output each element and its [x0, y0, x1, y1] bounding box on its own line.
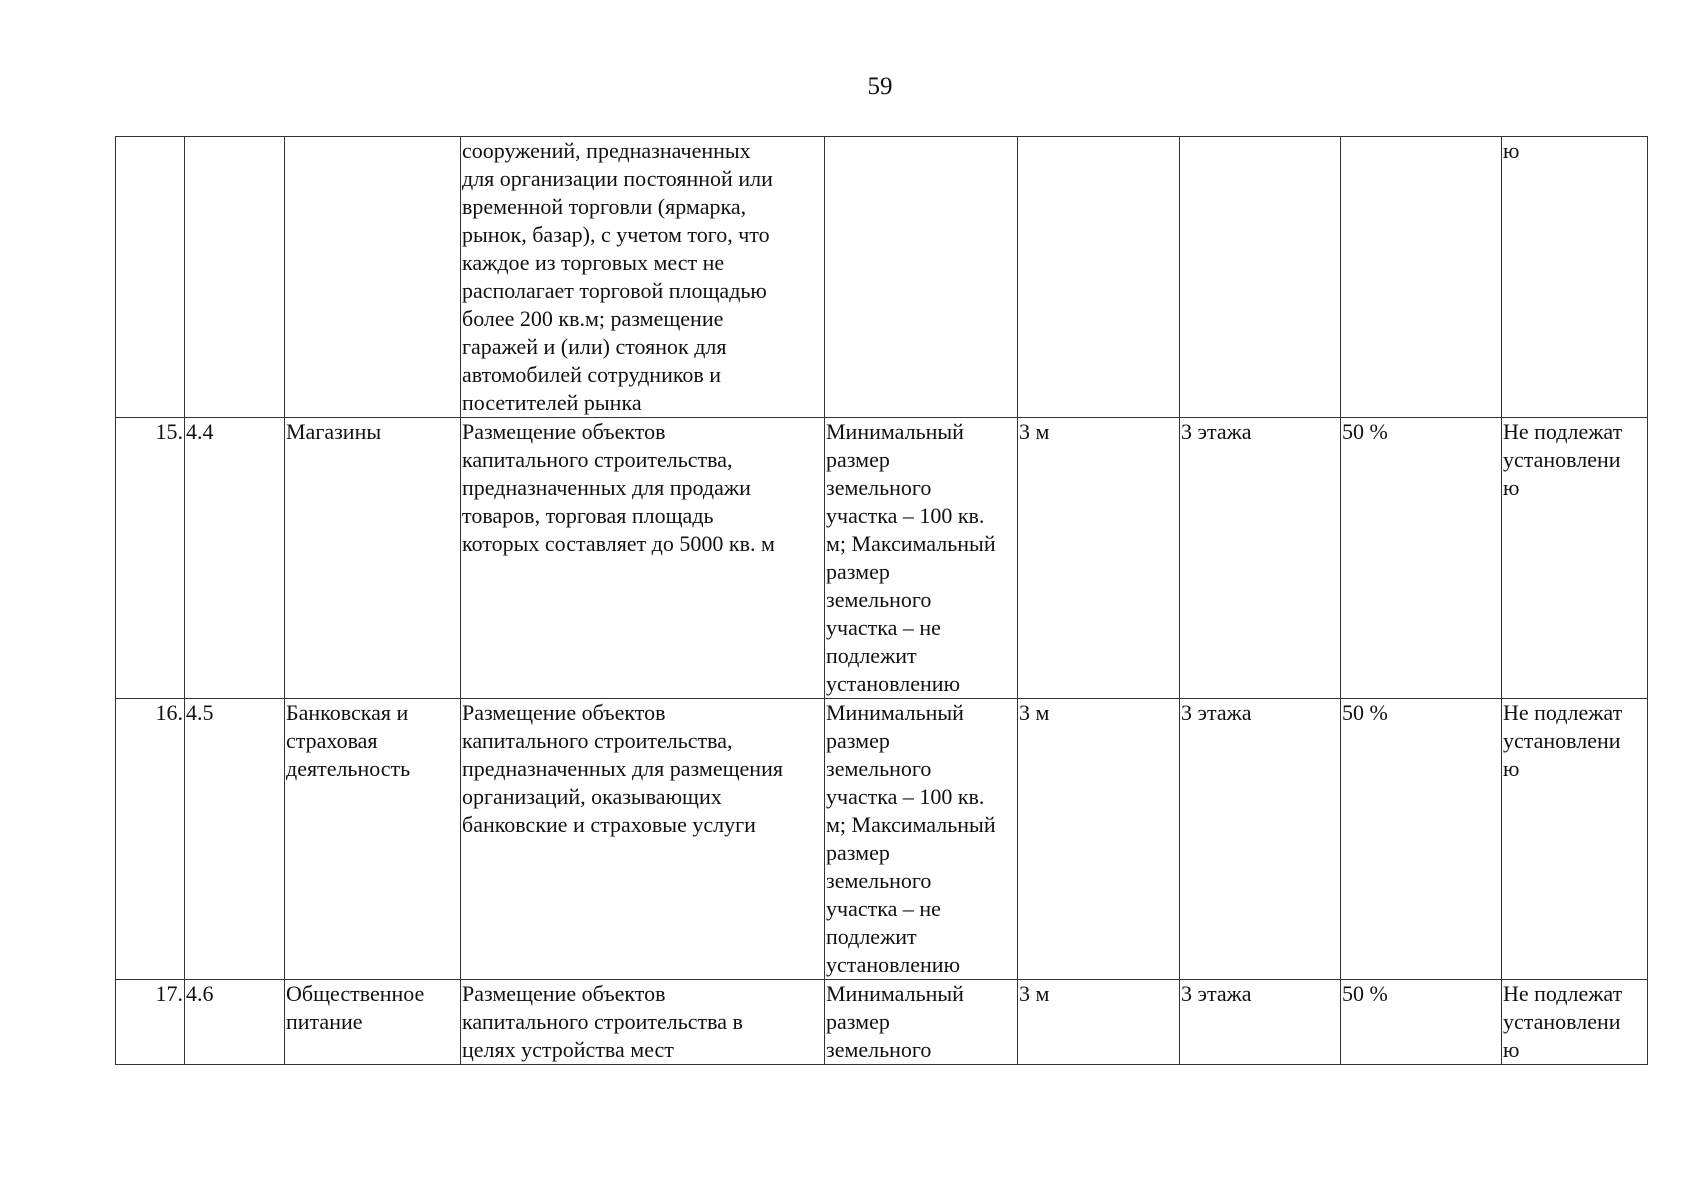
- name-cell: Магазины: [285, 418, 461, 699]
- plot-size-cell: Минимальный размер земельного участка – 100 кв. м; Максимальный размер земельного участка – не подлежит установлению: [825, 418, 1018, 699]
- row-number-cell: [116, 137, 185, 418]
- setback-cell: 3 м: [1018, 980, 1180, 1065]
- name-cell: Банковская и страховая деятельность: [285, 699, 461, 980]
- setback-cell: [1018, 137, 1180, 418]
- setback-cell: 3 м: [1018, 418, 1180, 699]
- name-cell: [285, 137, 461, 418]
- code-cell: 4.5: [185, 699, 285, 980]
- floors-cell: 3 этажа: [1180, 418, 1341, 699]
- code-cell: 4.6: [185, 980, 285, 1065]
- coverage-cell: 50 %: [1341, 418, 1502, 699]
- setback-cell: 3 м: [1018, 699, 1180, 980]
- row-number-cell: 15.: [116, 418, 185, 699]
- floors-cell: 3 этажа: [1180, 980, 1341, 1065]
- code-cell: [185, 137, 285, 418]
- other-cell: Не подлежат установлени ю: [1502, 699, 1648, 980]
- zoning-table: [115, 136, 1648, 1065]
- other-cell: ю: [1502, 137, 1648, 418]
- table-row: [116, 699, 1648, 980]
- row-number-cell: 16.: [116, 699, 185, 980]
- other-cell: Не подлежат установлени ю: [1502, 418, 1648, 699]
- description-cell: Размещение объектов капитального строительства, предназначенных для продажи товаров, торговая площадь которых составляет до 5000 кв. м: [461, 418, 825, 699]
- code-cell: 4.4: [185, 418, 285, 699]
- name-cell: Общественное питание: [285, 980, 461, 1065]
- row-number-cell: 17.: [116, 980, 185, 1065]
- floors-cell: 3 этажа: [1180, 699, 1341, 980]
- coverage-cell: 50 %: [1341, 980, 1502, 1065]
- description-cell: сооружений, предназначенных для организации постоянной или временной торговли (ярмарка, рынок, базар), с учетом того, что каждое из торговых мест не располагает торговой площадью более 200 кв.м; размещение гаражей и (или) стоянок для автомобилей сотрудников и посетителей рынка: [461, 137, 825, 418]
- plot-size-cell: Минимальный размер земельного участка – 100 кв. м; Максимальный размер земельного участка – не подлежит установлению: [825, 699, 1018, 980]
- plot-size-cell: [825, 137, 1018, 418]
- description-cell: Размещение объектов капитального строительства, предназначенных для размещения организаций, оказывающих банковские и страховые услуги: [461, 699, 825, 980]
- floors-cell: [1180, 137, 1341, 418]
- other-cell: Не подлежат установлени ю: [1502, 980, 1648, 1065]
- table-row: [116, 980, 1648, 1065]
- coverage-cell: 50 %: [1341, 699, 1502, 980]
- plot-size-cell: Минимальный размер земельного: [825, 980, 1018, 1065]
- description-cell: Размещение объектов капитального строительства в целях устройства мест: [461, 980, 825, 1065]
- page-number: 59: [867, 73, 893, 100]
- table-row: [116, 137, 1648, 418]
- table-row: [116, 418, 1648, 699]
- coverage-cell: [1341, 137, 1502, 418]
